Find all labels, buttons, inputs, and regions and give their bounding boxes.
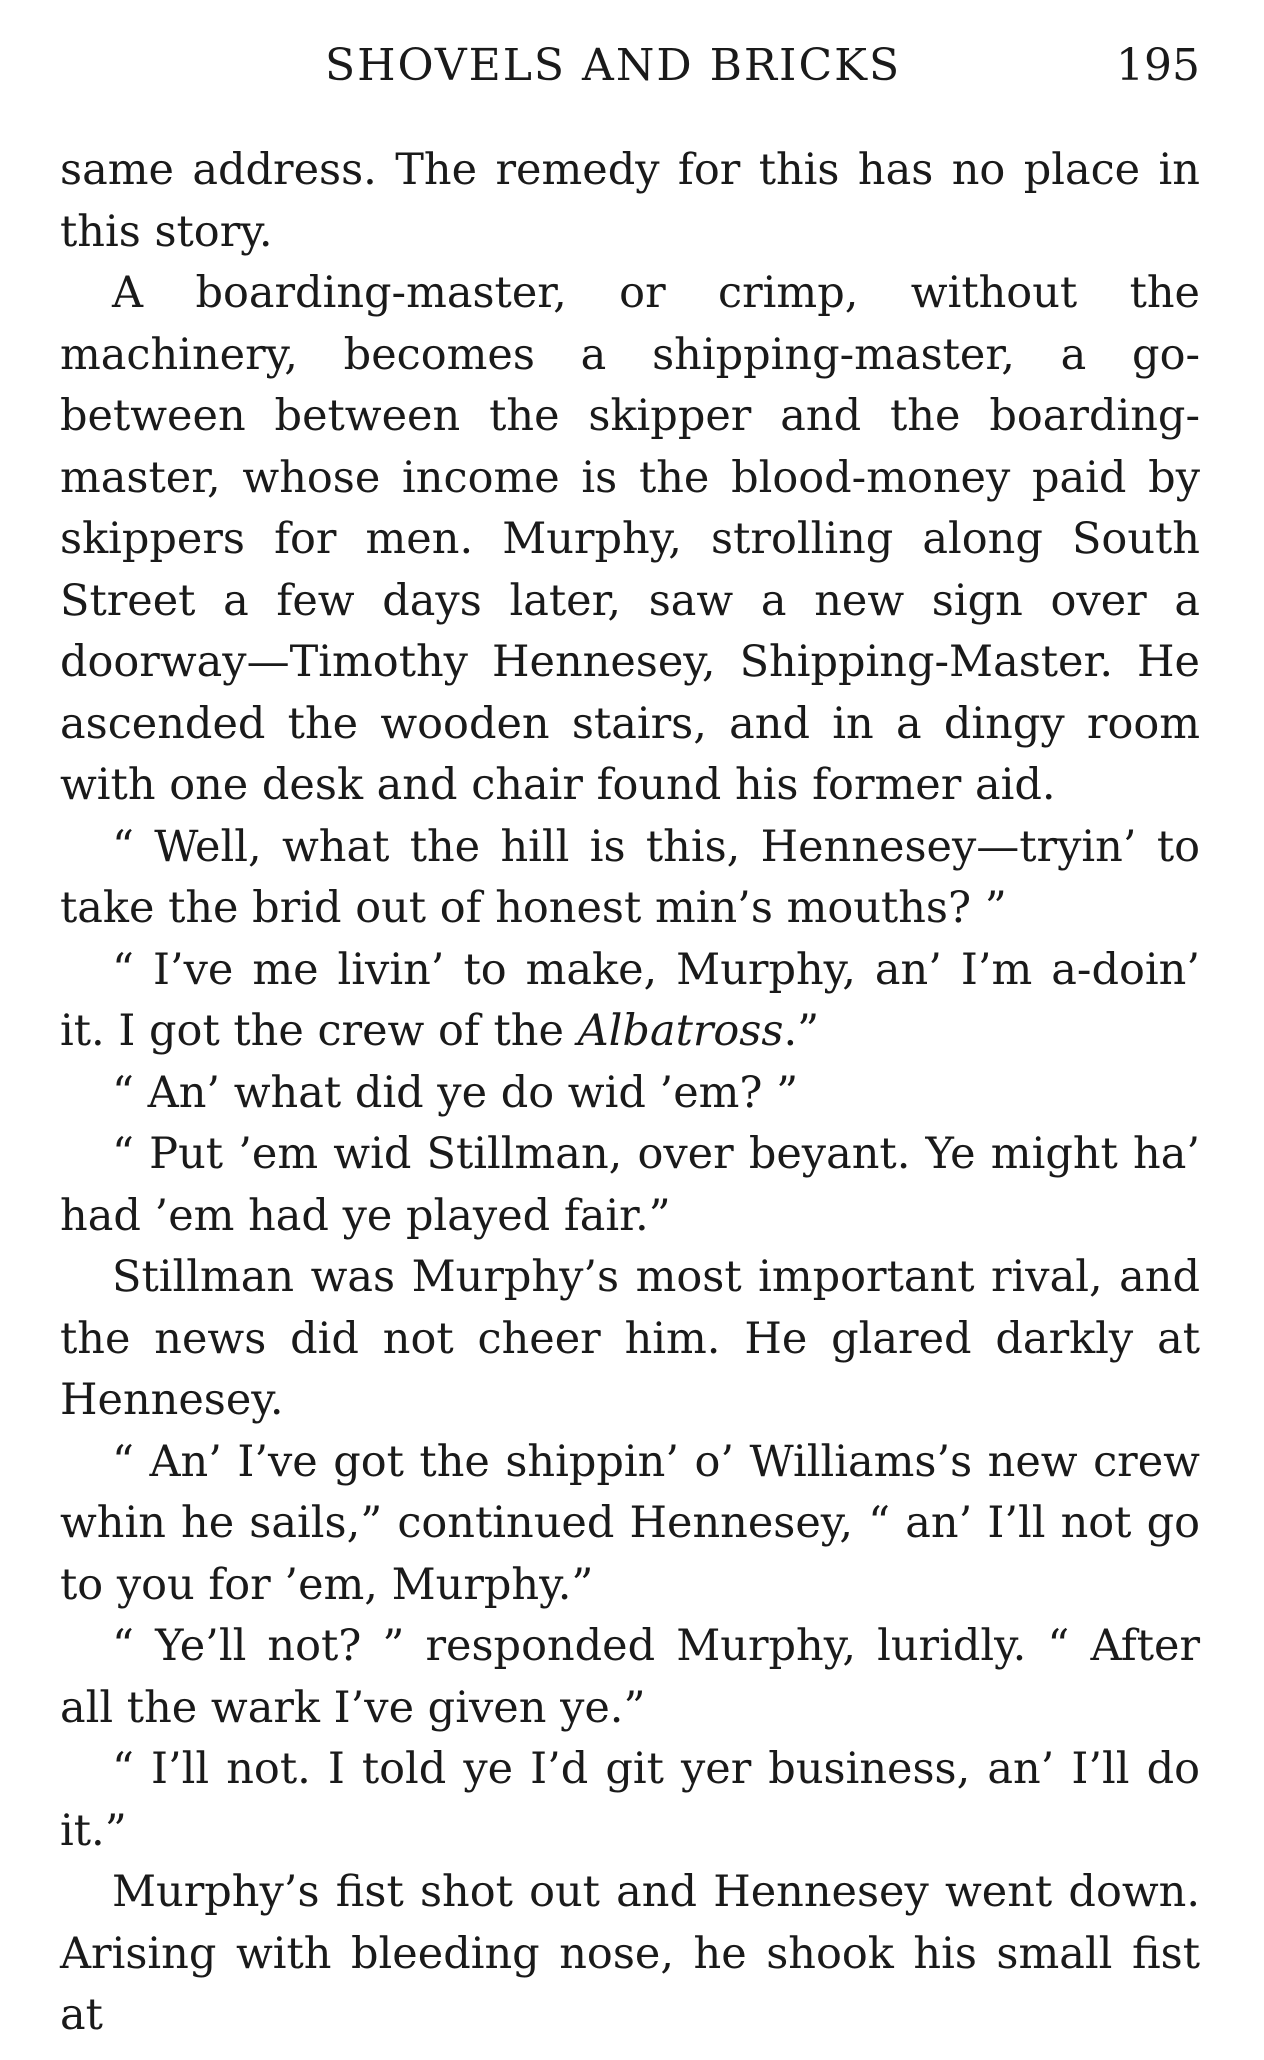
paragraph: “ Put ’em wid Stillman, over beyant. Ye might ha’ had ’em had ye played fair.” (60, 1129, 1200, 1241)
paragraph-text: “ I’ve me livin’ to make, Murphy, an’ I’m a-doin’ it. I got the crew of the (60, 944, 1200, 1056)
paragraph: Murphy’s fist shot out and Hennesey went down. Arising with bleeding nose, he shook his small fist at (60, 1867, 1200, 2040)
body-text (60, 140, 1200, 2047)
paragraph: “ Ye’ll not? ” responded Murphy, luridly. “ After all the wark I’ve given ye.” (60, 1621, 1200, 1733)
book-page (60, 40, 1200, 2047)
paragraph (60, 940, 1200, 1063)
running-title: SHOVELS AND BRICKS (325, 40, 902, 91)
paragraph: “ I’ll not. I told ye I’d git yer business, an’ I’ll do it.” (60, 1744, 1200, 1856)
ship-name: Albatross (577, 1006, 784, 1056)
paragraph: “ An’ what did ye do wid ’em? ” (112, 1067, 799, 1118)
paragraph: Stillman was Murphy’s most important rival, and the news did not cheer him. He glared darkly at Hennesey. (60, 1252, 1200, 1425)
paragraph: “ An’ I’ve got the shippin’ o’ Williams’s new crew whin he sails,” continued Hennesey, “ an’ I’ll not go to you for ’em, Murphy.” (60, 1436, 1200, 1610)
paragraph: same address. The remedy for this has no place in this story. (60, 145, 1200, 257)
paragraph: “ Well, what the hill is this, Hennesey—tryin’ to take the brid out of honest min’s mouths? ” (60, 821, 1200, 933)
page-header (60, 40, 1200, 110)
paragraph: A boarding-master, or crimp, without the machinery, becomes a shipping-master, a go-between between the skipper and the boarding-master, whose income is the blood-money paid by skippers for men. Murphy, strolling along South Street a few days later, saw a new sign over a doorway—Timothy Hennesey, Shipping-Master. He ascended the wooden stairs, and in a dingy room with one desk and chair found his former aid. (60, 268, 1200, 810)
paragraph-text: .” (783, 1006, 820, 1056)
page-number: 195 (1116, 40, 1200, 91)
